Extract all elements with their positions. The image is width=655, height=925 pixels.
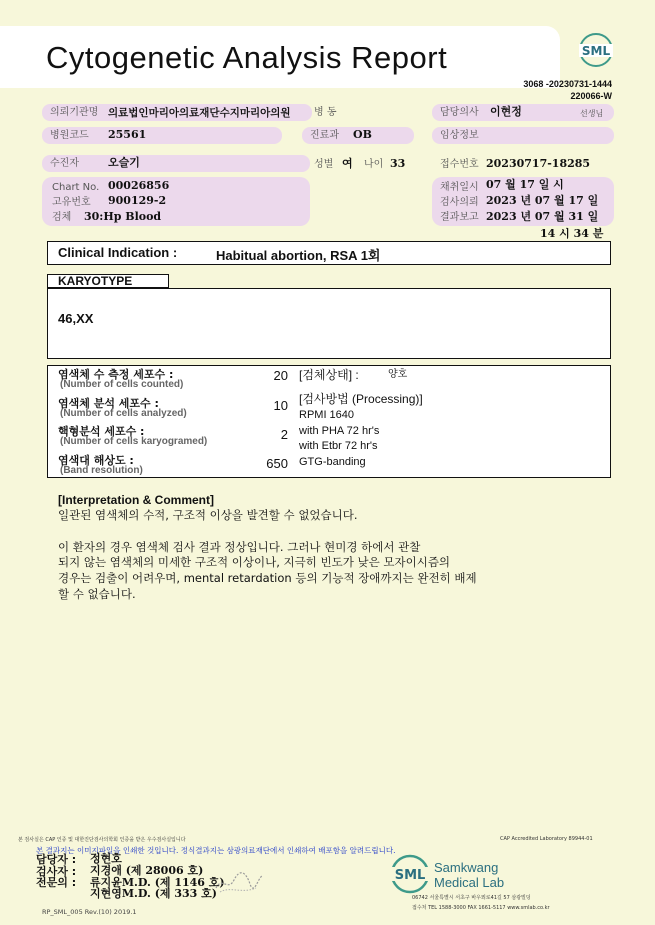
cells-karyogramed-label: 핵형분석 세포수 : xyxy=(58,425,145,438)
specimen-status-value: 양호 xyxy=(388,369,408,380)
interpretation-line: 일관된 염색체의 수적, 구조적 이상을 발견할 수 없었습니다. xyxy=(58,508,358,522)
lab-name xyxy=(434,860,504,890)
doctor-value: 이현정 xyxy=(490,105,522,118)
collection-date-label: 채취일시 xyxy=(440,182,479,193)
report-time-value: 14 시 34 분 xyxy=(540,227,604,240)
band-resolution-label-en: (Band resolution) xyxy=(60,465,143,476)
reception-no-value: 20230717-18285 xyxy=(486,157,591,170)
processing-line-3: with Etbr 72 hr's xyxy=(299,440,378,452)
hospital-code-value: 25561 xyxy=(108,128,147,141)
institution-value: 의료법인마리아의료재단수지마리아의원 xyxy=(108,107,291,119)
ward-label: 병 동 xyxy=(314,107,337,118)
processing-line-4: GTG-banding xyxy=(299,456,366,468)
specimen-status-label: [검체상태] : xyxy=(299,368,359,382)
samkwang-logo-icon xyxy=(388,852,432,896)
band-resolution-value: 650 xyxy=(266,456,288,471)
processing-label: [검사방법 (Processing)] xyxy=(299,392,423,406)
sex-label: 성별 xyxy=(314,159,334,170)
processing-line-1: RPMI 1640 xyxy=(299,409,355,421)
lab-contact: 접수처 TEL 1588-3000 FAX 1661-5117 www.smlab.co.kr xyxy=(412,905,550,911)
lab-address: 06742 서울특별시 서초구 바우뫼로41길 57 삼광빌딩 xyxy=(412,895,531,901)
processing-line-2: with PHA 72 hr's xyxy=(299,425,380,437)
doctor-title: 선생님 xyxy=(580,109,604,118)
cells-counted-value: 20 xyxy=(273,368,288,383)
examiner-label: 검사자 : xyxy=(36,865,77,878)
chart-no-value: 00026856 xyxy=(108,179,170,192)
sml-logo-icon xyxy=(576,30,616,68)
technician-value: 정현호 xyxy=(90,852,122,865)
hospital-code-label: 병원코드 xyxy=(50,130,89,141)
cells-counted-label-en: (Number of cells counted) xyxy=(60,379,184,390)
clinical-indication-label: Clinical Indication : xyxy=(58,245,178,260)
karyotype-box xyxy=(47,288,611,359)
cells-karyogramed-label-en: (Number of cells karyogramed) xyxy=(60,436,208,447)
cells-analyzed-value: 10 xyxy=(273,398,288,413)
unique-no-label: 고유번호 xyxy=(52,197,91,208)
karyotype-value: 46,XX xyxy=(58,311,94,326)
patient-name-label: 수진자 xyxy=(50,158,79,169)
specialist-label: 전문의 : xyxy=(36,876,77,889)
age-value: 33 xyxy=(390,157,406,170)
institution-label: 의뢰기관명 xyxy=(50,107,99,118)
interpretation-line: 되지 않는 염색체의 미세한 구조적 이상이나, 지극히 빈도가 낮은 모자이시즘의 xyxy=(58,555,451,569)
specimen-label: 검체 xyxy=(52,212,72,223)
sex-value: 여 xyxy=(342,157,353,170)
signature-icon xyxy=(212,868,264,896)
patient-name-label-pill xyxy=(42,155,310,172)
karyotype-tab: KARYOTYPE xyxy=(47,274,169,288)
technician-label: 담당자 : xyxy=(36,853,77,866)
specimen-value: 30:Hp Blood xyxy=(84,210,162,223)
collection-date-value: 07 월 17 일 시 xyxy=(486,178,564,191)
department-label: 진료과 xyxy=(310,130,339,141)
clinical-indication-value: Habitual abortion, RSA 1회 xyxy=(216,248,381,263)
report-number xyxy=(510,78,612,102)
cells-karyogramed-value: 2 xyxy=(280,427,288,442)
document-code: RP_SML_005 Rev.(10) 2019.1 xyxy=(42,908,137,916)
interpretation-line: 경우는 검출이 어려우며, mental retardation 등의 기능적 장애까지는 완전히 배제 xyxy=(58,571,477,585)
request-date-label: 검사의뢰 xyxy=(440,197,479,208)
band-resolution-label: 염색대 해상도 : xyxy=(58,454,134,467)
reception-no-label: 접수번호 xyxy=(440,159,479,170)
samkwang-logo-text: SML xyxy=(394,868,426,883)
report-title: Cytogenetic Analysis Report xyxy=(46,40,448,75)
hospital-code-label-pill xyxy=(42,127,282,144)
cells-counted-label: 염색체 수 측정 세포수 : xyxy=(58,368,174,381)
interpretation-line: 할 수 없습니다. xyxy=(58,587,136,601)
doctor-label: 담당의사 xyxy=(440,107,479,118)
report-date-value: 2023 년 07 월 31 일 xyxy=(486,210,599,223)
request-date-value: 2023 년 07 월 17 일 xyxy=(486,194,599,207)
accreditation-note: 본 검사실은 CAP 인증 및 대한진단검사의학회 인증을 받은 우수검사실입니다 xyxy=(18,837,186,843)
specialist-value-2: 지현영M.D. (제 333 호) xyxy=(90,887,217,900)
sml-logo-text: SML xyxy=(581,44,611,58)
image-disclaimer: 본 결과지는 이미지파일을 인쇄한 것입니다. 정식결과지는 삼광의료재단에서 인쇄하여 배포함을 알려드립니다. xyxy=(36,846,396,855)
cells-analyzed-label: 염색체 분석 세포수 : xyxy=(58,397,159,410)
patient-name-value: 오슬기 xyxy=(108,156,140,169)
specialist-value-1: 류지윤M.D. (제 1146 호) xyxy=(90,876,225,889)
lab-name-line2: Medical Lab xyxy=(434,875,505,890)
examiner-value: 지경애 (제 28006 호) xyxy=(90,864,204,877)
report-date-label: 결과보고 xyxy=(440,212,479,223)
interpretation-line: 이 환자의 경우 염색체 검사 결과 정상입니다. 그러나 현미경 하에서 관찰 xyxy=(58,540,421,554)
unique-no-value: 900129-2 xyxy=(108,194,167,207)
department-value: OB xyxy=(353,128,372,141)
cap-accreditation: CAP Accredited Laboratory 89944-01 xyxy=(500,836,593,842)
clinical-info-label: 임상정보 xyxy=(440,130,479,141)
report-number-line1: 3068 -20230731-1444 xyxy=(523,79,612,89)
age-label: 나이 xyxy=(364,159,384,170)
chart-no-label: Chart No. xyxy=(52,182,100,193)
cells-analyzed-label-en: (Number of cells analyzed) xyxy=(60,408,187,419)
lab-name-line1: Samkwang xyxy=(434,860,499,875)
interpretation-heading: [Interpretation & Comment] xyxy=(58,493,214,507)
clinical-info-label-pill xyxy=(432,127,614,144)
report-number-line2: 220066-W xyxy=(570,91,612,101)
